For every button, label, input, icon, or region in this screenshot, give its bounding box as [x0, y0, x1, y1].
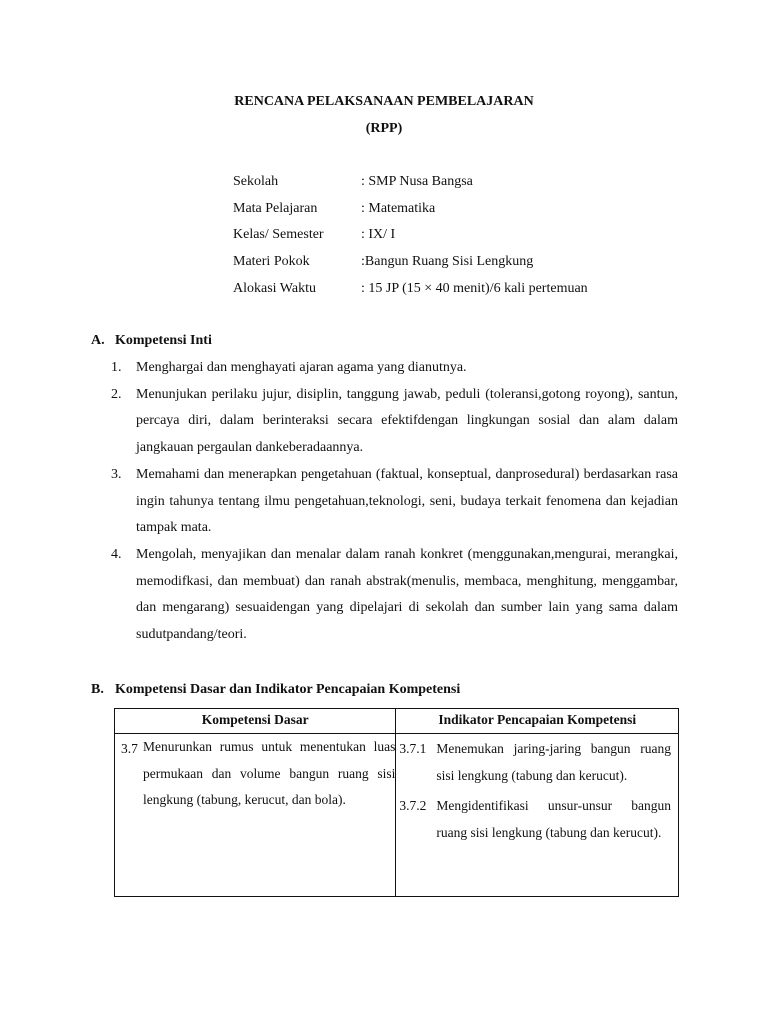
identity-label: Alokasi Waktu [233, 281, 316, 296]
section-title: Kompetensi Inti [115, 333, 212, 348]
list-number: 1. [111, 360, 122, 375]
table-header-row [115, 709, 679, 734]
list-number: 4. [111, 546, 122, 562]
list-text: Memahami dan menerapkan pengetahuan (faktual, konseptual, danprosedural) berdasarkan rasa ingin tahunya tentang ilmu pengetahuan,teknologi, seni, budaya terkait fenomena dan kejadian tampak mata. [136, 466, 678, 536]
section-letter: A. [91, 333, 105, 348]
identity-label: Kelas/ Semester [233, 227, 324, 242]
list-number: 3. [111, 466, 122, 482]
kompetensi-inti-list [111, 355, 678, 649]
section-title: Kompetensi Dasar dan Indikator Pencapaian Kompetensi [115, 682, 461, 697]
list-item [111, 542, 678, 649]
ipk-text: Mengidentifikasi unsur-unsur bangun ruang sisi lengkung (tabung dan kerucut). [436, 798, 671, 840]
table-header: Kompetensi Dasar [115, 709, 396, 734]
identity-label: Mata Pelajaran [233, 201, 318, 216]
list-item [111, 462, 678, 542]
identity-label: Materi Pokok [233, 254, 310, 269]
list-number: 2. [111, 386, 122, 402]
table-row [115, 734, 679, 897]
list-text: Mengolah, menyajikan dan menalar dalam ranah konkret (menggunakan,mengurai, merangkai, memodifkasi, dan membuat) dan ranah abstrak(menulis, membaca, menghitung, menggambar, dan mengarang) sesuaidengan yang dipelajari di sekolah dan sumber lain yang sama dalam sudutpandang/teori. [136, 546, 678, 643]
identity-value: :Bangun Ruang Sisi Lengkung [361, 254, 534, 269]
ipk-item [396, 734, 678, 791]
ipk-code: 3.7.1 [399, 741, 427, 756]
list-text: Menghargai dan menghayati ajaran agama yang dianutnya. [136, 360, 467, 375]
document-subtitle: (RPP) [365, 121, 403, 136]
list-item [111, 355, 678, 382]
ipk-code: 3.7.2 [399, 798, 427, 813]
identity-value: : Matematika [361, 201, 436, 216]
identity-label: Sekolah [233, 174, 279, 189]
identity-value: : 15 JP (15 × 40 menit)/6 kali pertemuan [361, 281, 588, 296]
kd-text: Menurunkan rumus untuk menentukan luas permukaan dan volume bangun ruang sisi lengkung (tabung, kerucut, dan bola). [143, 739, 396, 807]
kompetensi-table [114, 708, 679, 897]
section-b-heading [91, 682, 460, 698]
identity-value: : IX/ I [361, 227, 396, 242]
list-item [111, 382, 678, 462]
ipk-item [396, 791, 678, 848]
table-header: Indikator Pencapaian Kompetensi [396, 709, 679, 734]
identity-value: : SMP Nusa Bangsa [361, 174, 473, 189]
ipk-cell [396, 734, 679, 897]
kd-cell [115, 734, 396, 897]
ipk-text: Menemukan jaring-jaring bangun ruang sisi lengkung (tabung dan kerucut). [436, 741, 671, 783]
section-letter: B. [91, 682, 104, 697]
list-text: Menunjukan perilaku jujur, disiplin, tanggung jawab, peduli (toleransi,gotong royong), santun, percaya diri, dalam berinteraksi secara efektifdengan lingkungan sosial dan alam dalam jangkauan pergaulan dankeberadaannya. [136, 386, 678, 456]
section-a-heading [91, 333, 212, 349]
kd-code: 3.7 [121, 741, 138, 756]
document-title: RENCANA PELAKSANAAN PEMBELAJARAN [234, 94, 534, 109]
